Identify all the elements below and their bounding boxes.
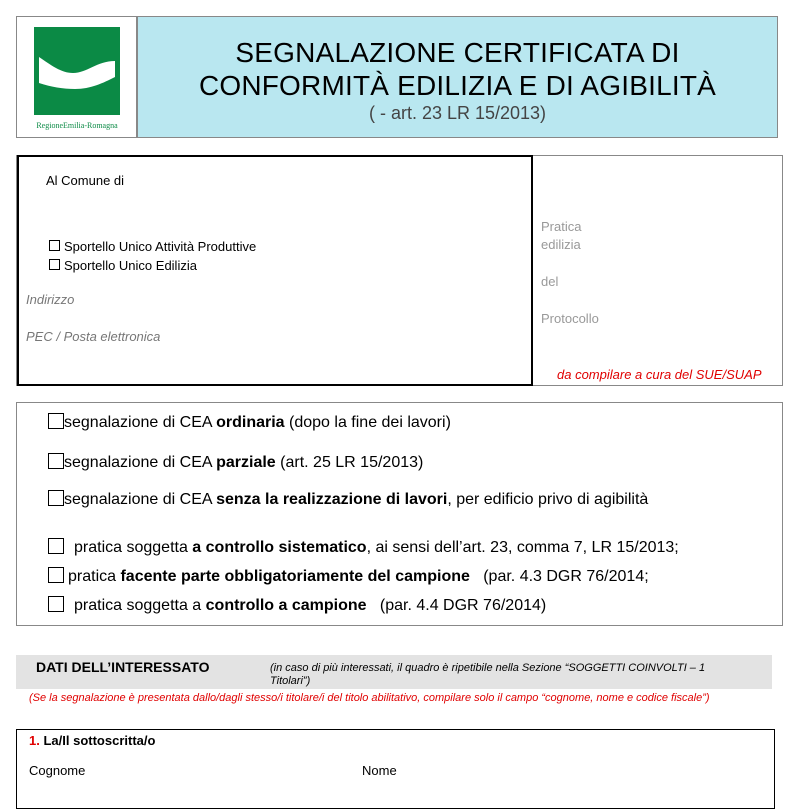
pec-field[interactable]: PEC / Posta elettronica: [26, 329, 161, 344]
region-logo-icon: [17, 17, 136, 137]
option-text: pratica: [68, 568, 121, 585]
option-text: segnalazione di CEA: [64, 454, 217, 471]
option-text: pratica soggetta a: [74, 597, 206, 614]
option-text: (dopo la fine dei lavori): [284, 414, 451, 431]
dati-note-line: Titolari”): [270, 675, 311, 687]
option-text: , per edificio privo di agibilità: [447, 491, 649, 508]
section-number: 1.: [29, 733, 40, 748]
nome-field[interactable]: Nome: [362, 763, 397, 778]
campione-obbligatorio-checkbox[interactable]: [48, 567, 64, 583]
option-text: (par. 4.4 DGR 76/2014): [366, 597, 547, 614]
dati-red-instruction: (Se la segnalazione è presentata dallo/dagli stesso/i titolare/i del titolo abilitativo, compilare solo il campo “cognome, nome e codice fiscale”): [29, 692, 710, 704]
option-text: (art. 25 LR 15/2013): [275, 454, 424, 471]
cea-ordinaria-option[interactable]: [48, 413, 451, 432]
logo-cell: [16, 16, 137, 138]
option-bold: ordinaria: [216, 414, 285, 431]
sue-checkbox[interactable]: [49, 259, 60, 270]
pratica-label: Pratica: [541, 219, 582, 234]
edilizia-label: edilizia: [541, 237, 581, 252]
cea-senza-lavori-checkbox[interactable]: [48, 490, 64, 506]
logo-caption: RegioneEmilia-Romagna: [36, 121, 118, 130]
controllo-sistematico-checkbox[interactable]: [48, 538, 64, 554]
section-heading: La/Il sottoscritta/o: [43, 733, 156, 748]
controllo-sistematico-option[interactable]: [48, 538, 679, 557]
option-bold: facente parte obbligatoriamente del campione: [120, 568, 470, 585]
sue-label: Sportello Unico Edilizia: [64, 258, 197, 273]
dati-note-line: (in caso di più interessati, il quadro è ripetibile nella Sezione “SOGGETTI COINVOLTI – 1: [270, 662, 706, 674]
al-comune-label: Al Comune di: [46, 173, 125, 188]
segnalazione-type-box: [16, 402, 783, 626]
controllo-campione-checkbox[interactable]: [48, 596, 64, 612]
cea-ordinaria-checkbox[interactable]: [48, 413, 64, 429]
option-text: pratica soggetta: [74, 539, 193, 556]
option-bold: senza la realizzazione di lavori: [216, 491, 448, 508]
dati-section-title: DATI DELL’INTERESSATO: [36, 659, 210, 675]
title-cell: [137, 16, 778, 138]
cognome-field[interactable]: Cognome: [29, 763, 86, 778]
option-text: segnalazione di CEA: [64, 414, 217, 431]
option-bold: parziale: [216, 454, 276, 471]
option-bold: controllo a campione: [205, 597, 367, 614]
suap-label: Sportello Unico Attività Produttive: [64, 239, 257, 254]
option-text: , ai sensi dell’art. 23, comma 7, LR 15/2013;: [366, 539, 679, 556]
indirizzo-field[interactable]: Indirizzo: [26, 292, 75, 307]
sottoscritto-heading: [29, 733, 155, 748]
page-title-line1: SEGNALAZIONE CERTIFICATA DI: [235, 37, 680, 68]
page-title-line2: CONFORMITÀ EDILIZIA E DI AGIBILITÀ: [198, 70, 717, 101]
controllo-campione-option[interactable]: [48, 596, 546, 615]
sue-suap-note: da compilare a cura del SUE/SUAP: [557, 367, 762, 382]
protocollo-label: Protocollo: [541, 311, 599, 326]
cea-parziale-option[interactable]: [48, 453, 423, 472]
suap-checkbox-row[interactable]: [49, 239, 256, 254]
campione-obbligatorio-option[interactable]: [48, 567, 649, 586]
cea-parziale-checkbox[interactable]: [48, 453, 64, 469]
cea-senza-lavori-option[interactable]: [48, 490, 648, 509]
suap-checkbox[interactable]: [49, 240, 60, 251]
option-text: segnalazione di CEA: [64, 491, 217, 508]
del-label: del: [541, 274, 559, 289]
option-bold: a controllo sistematico: [192, 539, 367, 556]
dati-section-note: [270, 662, 775, 688]
option-text: (par. 4.3 DGR 76/2014;: [469, 568, 649, 585]
sue-checkbox-row[interactable]: [49, 258, 197, 273]
page-subtitle: ( - art. 23 LR 15/2013): [368, 103, 547, 123]
